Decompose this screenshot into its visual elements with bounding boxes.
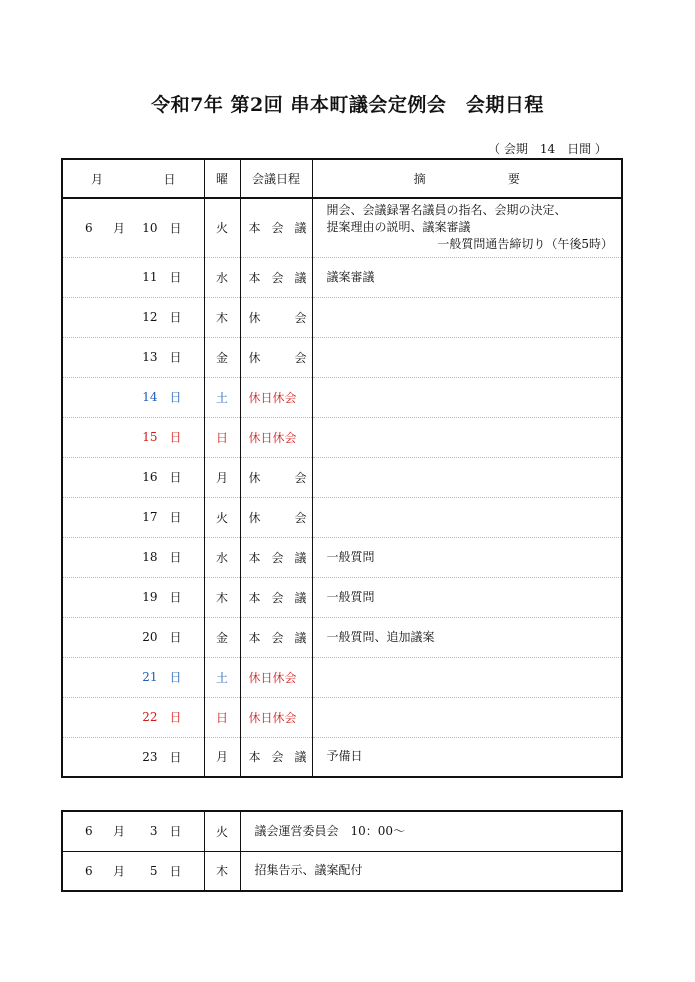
session-cell bbox=[240, 697, 312, 737]
session-char: 会 bbox=[271, 221, 284, 236]
day-label: 日 bbox=[169, 550, 182, 565]
schedule-row bbox=[62, 697, 622, 737]
weekday-cell: 木 bbox=[204, 297, 240, 337]
session-cell bbox=[240, 198, 312, 257]
weekday-cell: 土 bbox=[204, 377, 240, 417]
notes-cell bbox=[312, 537, 622, 577]
notes-line: 一般質問 bbox=[326, 549, 375, 564]
session-char: 本 bbox=[248, 221, 261, 236]
weekday-cell: 金 bbox=[204, 337, 240, 377]
day-label: 日 bbox=[169, 350, 182, 365]
notes-line: 開会、会議録署名議員の指名、会期の決定、 bbox=[326, 203, 567, 218]
day-label: 日 bbox=[169, 270, 182, 285]
session-char: 本 bbox=[248, 590, 261, 605]
session-text: 休日休会 bbox=[248, 390, 297, 405]
day-value: 3 bbox=[149, 824, 158, 839]
notes-cell bbox=[312, 257, 622, 297]
notes-line: 議案審議 bbox=[326, 269, 375, 284]
session-char: 会 bbox=[271, 750, 284, 765]
session-char: 本 bbox=[248, 550, 261, 565]
weekday-cell: 水 bbox=[204, 537, 240, 577]
month-label: 月 bbox=[113, 864, 126, 879]
day-label: 日 bbox=[169, 630, 182, 645]
weekday-cell: 水 bbox=[204, 257, 240, 297]
session-text bbox=[249, 219, 307, 236]
session-char: 本 bbox=[248, 630, 261, 645]
notes-cell bbox=[312, 737, 622, 777]
schedule-row bbox=[62, 537, 622, 577]
schedule-row bbox=[62, 617, 622, 657]
day-label: 日 bbox=[169, 864, 182, 879]
row-date bbox=[62, 697, 204, 737]
prep-date bbox=[62, 851, 204, 891]
session-cell bbox=[240, 737, 312, 777]
row-date bbox=[62, 417, 204, 457]
page-title: 令和7年 第2回 串本町議会定例会 会期日程 bbox=[151, 94, 544, 116]
session-char: 会 bbox=[294, 510, 307, 525]
session-cell bbox=[240, 657, 312, 697]
row-date bbox=[62, 577, 204, 617]
month-value: 6 bbox=[85, 220, 93, 235]
weekday-cell: 土 bbox=[204, 657, 240, 697]
session-cell bbox=[240, 577, 312, 617]
day-value: 10 bbox=[142, 220, 158, 235]
prep-date bbox=[62, 811, 204, 851]
notes-cell bbox=[312, 457, 622, 497]
notes-cell bbox=[312, 497, 622, 537]
day-label: 日 bbox=[169, 590, 182, 605]
session-cell bbox=[240, 497, 312, 537]
weekday-cell: 日 bbox=[204, 697, 240, 737]
schedule-row bbox=[62, 257, 622, 297]
day-value: 18 bbox=[142, 550, 158, 564]
day-value: 20 bbox=[142, 630, 158, 644]
session-text bbox=[249, 509, 307, 526]
session-period: （ 会期 14 日間 ） bbox=[488, 142, 607, 156]
session-text: 休日休会 bbox=[248, 670, 297, 685]
schedule-row bbox=[62, 417, 622, 457]
session-char: 議 bbox=[294, 221, 307, 236]
notes-cell bbox=[312, 377, 622, 417]
day-value: 23 bbox=[142, 749, 158, 764]
weekday-cell: 火 bbox=[204, 811, 240, 851]
day-value: 22 bbox=[142, 710, 158, 724]
schedule-row bbox=[62, 377, 622, 417]
day-value: 14 bbox=[142, 390, 158, 404]
session-text bbox=[249, 629, 307, 646]
notes-cell bbox=[312, 697, 622, 737]
notes-cell bbox=[312, 617, 622, 657]
day-value: 12 bbox=[142, 310, 158, 324]
session-char: 議 bbox=[294, 550, 307, 565]
day-label: 日 bbox=[169, 710, 182, 725]
row-date bbox=[62, 377, 204, 417]
session-text bbox=[249, 269, 307, 286]
day-label: 日 bbox=[169, 430, 182, 445]
day-value: 17 bbox=[142, 510, 158, 524]
schedule-row bbox=[62, 657, 622, 697]
notes-line: 一般質問 bbox=[326, 589, 375, 604]
header-date bbox=[62, 159, 204, 198]
schedule-table bbox=[61, 158, 623, 778]
row-date bbox=[62, 737, 204, 777]
session-cell bbox=[240, 377, 312, 417]
session-cell bbox=[240, 297, 312, 337]
weekday-cell: 火 bbox=[204, 497, 240, 537]
weekday-cell: 木 bbox=[204, 577, 240, 617]
row-date bbox=[62, 457, 204, 497]
day-label: 日 bbox=[169, 750, 182, 765]
header-notes bbox=[312, 159, 622, 198]
schedule-row bbox=[62, 337, 622, 377]
row-date bbox=[62, 617, 204, 657]
header-row bbox=[62, 159, 622, 198]
pre-session-row bbox=[62, 851, 622, 891]
header-day: 日 bbox=[163, 172, 176, 186]
weekday-cell: 月 bbox=[204, 457, 240, 497]
session-char: 会 bbox=[294, 310, 307, 325]
day-label: 日 bbox=[169, 670, 182, 685]
session-text bbox=[249, 589, 307, 606]
session-text bbox=[249, 309, 307, 326]
weekday-cell: 金 bbox=[204, 617, 240, 657]
notes-line: 一般質問通告締切り（午後5時） bbox=[437, 237, 613, 252]
schedule-row bbox=[62, 457, 622, 497]
session-char: 議 bbox=[294, 630, 307, 645]
schedule-row bbox=[62, 577, 622, 617]
session-char: 会 bbox=[271, 630, 284, 645]
day-label: 日 bbox=[169, 310, 182, 325]
session-char: 本 bbox=[248, 750, 261, 765]
session-char: 会 bbox=[271, 550, 284, 565]
session-cell bbox=[240, 617, 312, 657]
session-text bbox=[249, 349, 307, 366]
row-date bbox=[62, 257, 204, 297]
session-text bbox=[249, 469, 307, 486]
header-notes-left: 摘 bbox=[413, 172, 426, 186]
month-label: 月 bbox=[113, 824, 126, 839]
session-char: 休 bbox=[248, 310, 261, 325]
notes-cell bbox=[312, 337, 622, 377]
pre-session-note: 議会運営委員会 10：00～ bbox=[240, 811, 622, 851]
day-label: 日 bbox=[169, 470, 182, 485]
header-notes-right: 要 bbox=[507, 172, 520, 186]
session-cell bbox=[240, 337, 312, 377]
session-text bbox=[249, 549, 307, 566]
session-char: 本 bbox=[248, 270, 261, 285]
notes-line: 提案理由の説明、議案審議 bbox=[326, 220, 471, 235]
notes-cell bbox=[312, 297, 622, 337]
session-char: 議 bbox=[294, 590, 307, 605]
notes-cell bbox=[312, 417, 622, 457]
pre-session-row bbox=[62, 811, 622, 851]
session-cell bbox=[240, 257, 312, 297]
row-date bbox=[62, 537, 204, 577]
schedule-row bbox=[62, 198, 622, 257]
month-label: 月 bbox=[113, 221, 126, 236]
notes-line: 予備日 bbox=[326, 749, 363, 764]
weekday-cell: 日 bbox=[204, 417, 240, 457]
weekday-cell: 火 bbox=[204, 198, 240, 257]
session-char: 休 bbox=[248, 470, 261, 485]
session-char: 会 bbox=[294, 470, 307, 485]
session-char: 休 bbox=[248, 350, 261, 365]
row-date bbox=[62, 297, 204, 337]
day-label: 日 bbox=[169, 390, 182, 405]
header-session: 会議日程 bbox=[240, 159, 312, 198]
session-char: 会 bbox=[294, 350, 307, 365]
day-label: 日 bbox=[169, 221, 182, 236]
weekday-cell: 木 bbox=[204, 851, 240, 891]
row-date bbox=[62, 198, 204, 257]
session-char: 休 bbox=[248, 510, 261, 525]
schedule-row bbox=[62, 497, 622, 537]
day-value: 15 bbox=[142, 430, 158, 444]
day-value: 5 bbox=[149, 863, 158, 878]
session-char: 議 bbox=[294, 270, 307, 285]
day-value: 11 bbox=[142, 270, 158, 284]
notes-cell bbox=[312, 577, 622, 617]
notes-cell bbox=[312, 657, 622, 697]
session-char: 会 bbox=[271, 590, 284, 605]
header-month: 月 bbox=[91, 172, 104, 186]
day-value: 13 bbox=[142, 350, 158, 364]
weekday-cell: 月 bbox=[204, 737, 240, 777]
session-text: 休日休会 bbox=[248, 430, 297, 445]
row-date bbox=[62, 497, 204, 537]
day-label: 日 bbox=[169, 824, 182, 839]
day-value: 21 bbox=[142, 670, 158, 684]
session-cell bbox=[240, 417, 312, 457]
month-value: 6 bbox=[85, 863, 93, 878]
day-label: 日 bbox=[169, 510, 182, 525]
day-value: 16 bbox=[142, 470, 158, 484]
row-date bbox=[62, 337, 204, 377]
session-cell bbox=[240, 457, 312, 497]
notes-line: 一般質問、追加議案 bbox=[326, 629, 435, 644]
schedule-row bbox=[62, 297, 622, 337]
header-weekday: 曜 bbox=[204, 159, 240, 198]
session-text: 休日休会 bbox=[248, 710, 297, 725]
row-date bbox=[62, 657, 204, 697]
session-cell bbox=[240, 537, 312, 577]
session-char: 議 bbox=[294, 750, 307, 765]
session-char: 会 bbox=[271, 270, 284, 285]
month-value: 6 bbox=[85, 824, 93, 839]
day-value: 19 bbox=[142, 590, 158, 604]
schedule-row bbox=[62, 737, 622, 777]
pre-session-table bbox=[61, 810, 623, 892]
notes-cell bbox=[312, 198, 622, 257]
pre-session-note: 招集告示、議案配付 bbox=[240, 851, 622, 891]
session-text bbox=[249, 748, 307, 765]
